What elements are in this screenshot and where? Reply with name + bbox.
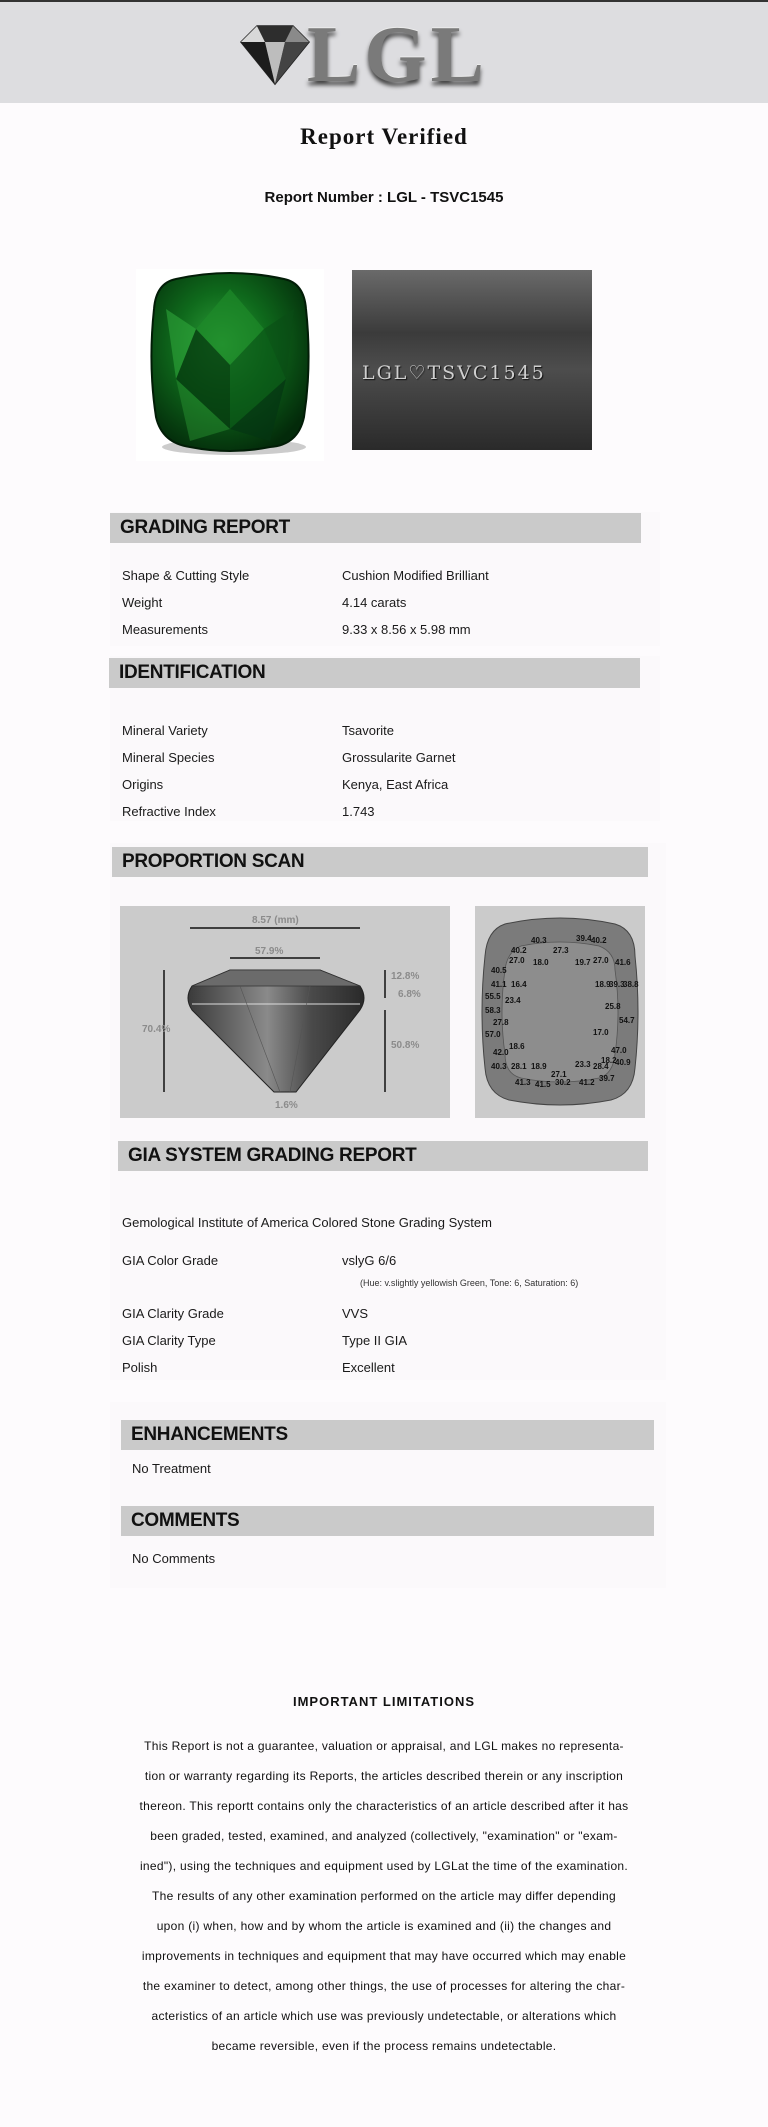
identification-row-label: Origins [122,777,164,792]
limitations-line: acteristics of an article which use was previously undetectable, or alterations which [151,2009,617,2023]
profile-culet-label: 1.6% [275,1100,298,1111]
gia-heading: GIA SYSTEM GRADING REPORT [118,1141,648,1171]
identification-row-value: Kenya, East Africa [342,777,449,792]
profile-depth-label: 70.4% [142,1024,171,1035]
header-banner [0,2,768,103]
top-view-value: 18.6 [509,1042,525,1051]
top-view-value: 39.4 [576,934,592,943]
grading-row-value: 9.33 x 8.56 x 5.98 mm [342,622,471,637]
report-number: Report Number : LGL - TSVC1545 [264,189,504,206]
identification-row-value: 1.743 [342,804,375,819]
limitations-line: thereon. This reportt contains only the characteristics of an article described after it has [139,1799,629,1813]
grading-row-label: Measurements [122,622,208,637]
limitations-line: improvements in techniques and equipment that may have occurred which may enable [141,1949,627,1963]
proportion-scan-heading: PROPORTION SCAN [112,847,648,877]
gia-row-value: Type II GIA [342,1333,408,1348]
top-view-value: 19.7 [575,958,591,967]
top-view-value: 40.3 [531,936,547,945]
gia-row-label: GIA Clarity Type [122,1333,216,1348]
top-view-value: 27.1 [551,1070,567,1079]
gia-system-text: Gemological Institute of America Colored Stone Grading System [122,1215,492,1230]
inscription-text: LGL♡TSVC1545 [362,362,546,384]
identification-row-value: Tsavorite [342,723,395,738]
top-view-value: 41.1 [491,980,507,989]
enhancements-heading: ENHANCEMENTS [121,1420,654,1450]
limitations-heading: IMPORTANT LIMITATIONS [292,1694,476,1709]
top-view-value: 40.2 [511,946,527,955]
identification-row-label: Refractive Index [122,804,216,819]
top-view-value: 40.9 [615,1058,631,1067]
top-view-value: 58.3 [485,1006,501,1015]
gia-row-value: VVS [342,1306,369,1321]
proportion-top-view-diagram [475,906,645,1118]
diamond-logo-icon [235,22,315,92]
gia-row-label: Polish [122,1360,158,1375]
top-view-value: 27.8 [493,1018,509,1027]
top-view-value: 28.4 [593,1062,609,1071]
limitations-line: upon (i) when, how and by whom the article is examined and (ii) the changes and [156,1919,612,1933]
proportion-profile-diagram [120,906,450,1118]
limitations-line: the examiner to detect, among other things, the use of processes for altering the char- [142,1979,626,1993]
grading-row-label: Shape & Cutting Style [122,568,250,583]
limitations-line: The results of any other examination performed on the article may differ depending [152,1889,616,1903]
grading-row-value: Cushion Modified Brilliant [342,568,489,583]
profile-pavilion-label: 50.8% [391,1040,420,1051]
identification-row-label: Mineral Species [122,750,215,765]
inscription-photo [352,270,592,450]
top-view-value: 41.2 [579,1078,595,1087]
top-view-value: 47.0 [611,1046,627,1055]
gia-color-value: vslyG 6/6 [342,1253,397,1268]
top-view-value: 28.1 [511,1062,527,1071]
lgl-logo[interactable] [235,11,495,99]
top-view-value: 17.0 [593,1028,609,1037]
gemstone-photo [136,269,324,461]
limitations-line: This Report is not a guarantee, valuation or appraisal, and LGL makes no representa- [144,1739,624,1753]
profile-width-label: 8.57 (mm) [252,915,299,926]
top-view-value: 18.9 [531,1062,547,1071]
top-view-value: 18.0 [533,958,549,967]
gia-color-label: GIA Color Grade [122,1253,219,1268]
top-view-value: 23.4 [505,996,521,1005]
limitations-line: tion or warranty regarding its Reports, the articles described therein or any inscription [144,1769,624,1783]
top-view-value: 38.8 [623,980,639,989]
page-title: Report Verified [300,124,468,149]
identification-row-value: Grossularite Garnet [342,750,456,765]
top-view-value: 27.0 [593,956,609,965]
top-view-value: 25.8 [605,1002,621,1011]
top-view-value: 16.4 [511,980,527,989]
gia-row-value: Excellent [342,1360,395,1375]
logo-text: LGL [307,11,488,99]
limitations-line: ined"), using the techniques and equipment used by LGLat the time of the examination. [139,1859,629,1873]
top-view-value: 39.7 [599,1074,615,1083]
enhancements-text: No Treatment [132,1461,211,1476]
top-view-value: 40.2 [591,936,607,945]
top-view-value: 39.3 [609,980,625,989]
comments-text: No Comments [132,1551,216,1566]
top-view-value: 40.5 [491,966,507,975]
top-view-value: 18.2 [601,1056,617,1065]
top-view-value: 41.6 [615,958,631,967]
top-view-value: 54.7 [619,1016,635,1025]
profile-table-label: 57.9% [255,946,284,957]
top-view-value: 27.3 [553,946,569,955]
top-view-value: 42.0 [493,1048,509,1057]
grading-row-value: 4.14 carats [342,595,407,610]
identification-heading: IDENTIFICATION [109,658,640,688]
grading-report-heading: GRADING REPORT [110,513,641,543]
limitations-line: became reversible, even if the process remains undetectable. [211,2039,557,2053]
top-view-value: 23.3 [575,1060,591,1069]
gia-row-label: GIA Clarity Grade [122,1306,224,1321]
top-view-value: 18.9 [595,980,611,989]
top-view-value: 30.2 [555,1078,571,1087]
top-view-value: 27.0 [509,956,525,965]
top-view-value: 41.5 [535,1080,551,1089]
grading-row-label: Weight [122,595,163,610]
top-view-value: 41.3 [515,1078,531,1087]
profile-crown-label: 12.8% [391,971,420,982]
top-view-value: 57.0 [485,1030,501,1039]
comments-heading: COMMENTS [121,1506,654,1536]
profile-girdle-label: 6.8% [398,989,421,1000]
limitations-line: been graded, tested, examined, and analyzed (collectively, "examination" or "exam- [150,1829,618,1843]
top-view-value: 40.3 [491,1062,507,1071]
gia-color-note: (Hue: v.slightly yellowish Green, Tone: 6, Saturation: 6) [360,1278,579,1288]
identification-row-label: Mineral Variety [122,723,208,738]
top-view-value: 55.5 [485,992,501,1001]
